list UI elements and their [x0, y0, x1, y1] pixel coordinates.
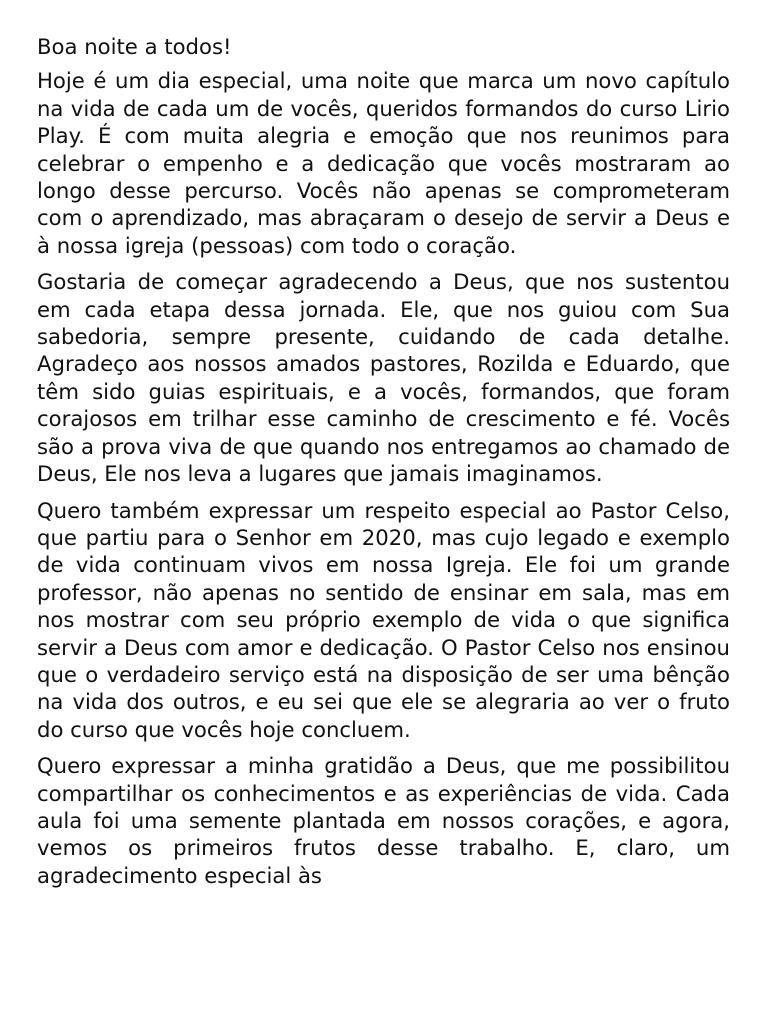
tribute-paragraph: Quero também expressar um respeito especial ao Pastor Celso, que partiu para o Senhor em 2020, mas cujo legado e exemplo de vida continuam vivos em nossa Igreja. Ele foi um grande professor, não apenas no sentido de ensinar em sala, mas em nos mostrar com seu próprio exemplo de vida o que significa servir a Deus com amor e dedicação. O Pastor Celso nos ensinou que o verdadeiro serviço está na disposição de ser uma bênção na vida dos outros, e eu sei que ele se alegraria ao ver o fruto do curso que vocês hoje concluem.	[37, 497, 730, 742]
intro-paragraph: Hoje é um dia especial, uma noite que marca um novo capítulo na vida de cada um de vocês, queridos formandos do curso Lirio Play. É com muita alegria e emoção que nos reunimos para celebrar o empenho e a dedicação que vocês mostraram ao longo desse percurso. Vocês não apenas se comprometeram com o aprendizado, mas abraçaram o desejo de servir a Deus e à nossa igreja (pessoas) com todo o coração.	[37, 68, 730, 258]
greeting-paragraph: Boa noite a todos!	[37, 34, 232, 59]
gratitude-paragraph: Gostaria de começar agradecendo a Deus, que nos sustentou em cada etapa dessa jornada. Ele, que nos guiou com Sua sabedoria, sempre presente, cuidando de cada detalhe. Agradeço aos nossos amados pastores, Rozilda e Eduardo, que têm sido guias espirituais, e a vocês, formandos, que foram corajosos em trilhar esse caminho de crescimento e fé. Vocês são a prova viva de que quando nos entregamos ao chamado de Deus, Ele nos leva a lugares que jamais imaginamos.	[37, 269, 730, 487]
closing-paragraph: Quero expressar a minha gratidão a Deus, que me possibilitou compartilhar os conhecimentos e as experiências de vida. Cada aula foi uma semente plantada em nossos corações, e agora, vemos os primeiros frutos desse trabalho. E, claro, um agradecimento especial às	[37, 753, 730, 888]
